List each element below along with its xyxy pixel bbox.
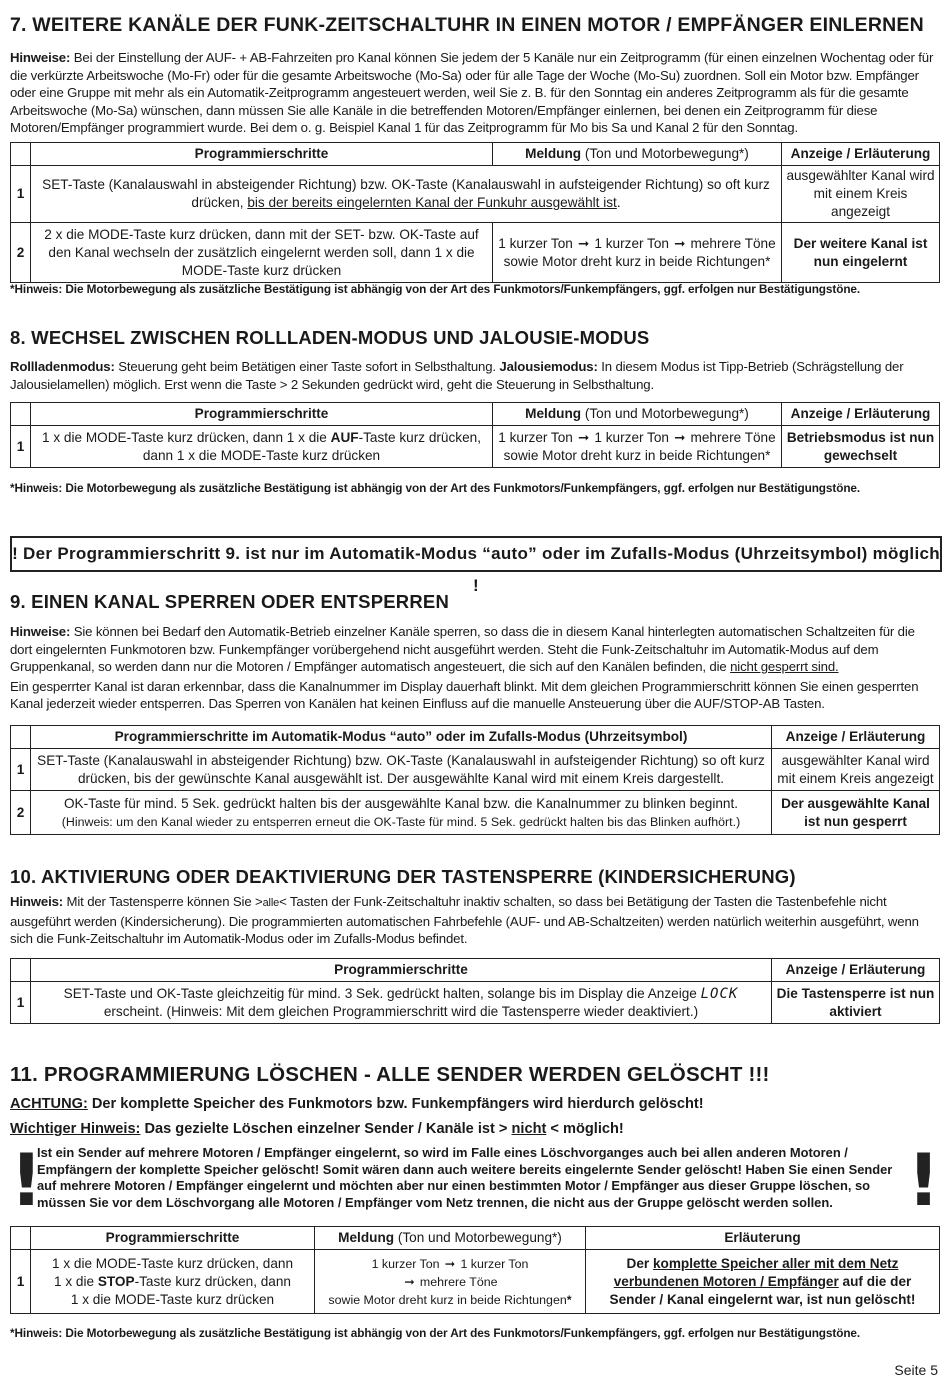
exclamation-icon: !: [10, 1138, 43, 1222]
page-number: Seite 5: [894, 1362, 938, 1378]
step-display: Die Tastensperre ist nun aktiviert: [772, 982, 940, 1024]
notice-box: ! Der Programmierschritt 9. ist nur im Automatik-Modus “auto” oder im Zufalls-Modus (Uhrzeitsymbol) möglich !: [10, 536, 942, 572]
section-9-heading: 9. EINEN KANAL SPERREN ODER ENTSPERREN: [10, 591, 449, 612]
step-text: SET-Taste und OK-Taste gleichzeitig für mind. 3 Sek. gedrückt halten, solange bis im Display die Anzeige LOCK erscheint. (Hinweis: Mit dem gleichen Programmierschritt wird die Tastensperre wieder deaktiviert.): [31, 982, 772, 1024]
step-number: 1: [11, 982, 31, 1024]
section-8-table: [10, 402, 940, 468]
step-display: Der ausgewählte Kanal ist nun gesperrt: [772, 791, 940, 835]
arrow-right-icon: ➞: [577, 235, 590, 251]
step-display: Betriebsmodus ist nun gewechselt: [782, 426, 940, 468]
footnote: *Hinweis: Die Motorbewegung als zusätzliche Bestätigung ist abhängig von der Art des Funkmotors/Funkempfängers, ggf. erfolgen nur Bestätigungstöne.: [10, 282, 861, 296]
step-number: 1: [11, 426, 31, 468]
step-display: ausgewählter Kanal wird mit einem Kreis angezeigt: [782, 166, 940, 223]
col-steps: Programmierschritte im Automatik-Modus “auto” oder im Zufalls-Modus (Uhrzeitsymbol): [31, 726, 772, 749]
step-text: SET-Taste (Kanalauswahl in absteigender Richtung) bzw. OK-Taste (Kanalauswahl in aufsteigender Richtung) so oft kurz drücken, bis der gewünschte Kanal ausgewählt ist. Der ausgewählte Kanal wird mit einem Kreis dargestellt.: [31, 749, 772, 791]
arrow-right-icon: ➞: [674, 235, 686, 251]
step-display: Der komplette Speicher aller mit dem Netz verbundenen Motoren / Empfänger auf die der Sender / Kanal eingelernt war, ist nun gelöscht!: [586, 1250, 940, 1314]
step-display: ausgewählter Kanal wird mit einem Kreis angezeigt: [772, 749, 940, 791]
arrow-right-icon: ➞: [444, 1256, 456, 1271]
step-text: OK-Taste für mind. 5 Sek. gedrückt halten bis der ausgewählte Kanal bzw. die Kanalnummer zu blinken beginnt. (Hinweis: um den Kanal wieder zu entsperren erneut die OK-Taste für mind. 5 Sek. gedrückt halten bis das Blinken aufhört.): [31, 791, 772, 835]
section-8-text: Rollladenmodus: Steuerung geht beim Betätigen einer Taste sofort in Selbsthaltung. Jalousiemodus: In diesem Modus ist Tipp-Betrieb (Schrägstellung der Jalousielamellen) möglich. Erst wenn die Taste > 2 Sekunden gedrückt wird, geht die Steuerung in Selbsthaltung.: [10, 359, 904, 392]
step-number: 1: [11, 1250, 31, 1314]
section-10-hint: Hinweis: Mit der Tastensperre können Sie >alle< Tasten der Funk-Zeitschaltuhr inaktiv schalten, so dass bei Betätigung der Tasten die Tastenbefehle nicht ausgeführt werden (Kindersicherung). Die programmierten automatischen Fahrbefehle (AUF- und AB-Schaltzeiten) werden natürlich weiterhin ausgeführt, wenn sich die Funk-Zeitschaltuhr im Automatik-Modus oder im Zufalls-Modus befindet.: [10, 894, 919, 947]
col-display: Anzeige / Erläuterung: [772, 726, 940, 749]
col-message: Meldung (Ton und Motorbewegung*): [315, 1227, 586, 1250]
section-7-heading: 7. WEITERE KANÄLE DER FUNK-ZEITSCHALTUHR IN EINEN MOTOR / EMPFÄNGER EINLERNEN: [10, 14, 924, 36]
step-number: 2: [11, 791, 31, 835]
hint-text: Bei der Einstellung der AUF- + AB-Fahrzeiten pro Kanal können Sie jedem der 5 Kanäle nur ein Zeitprogramm (für einen einzelnen Wochentag oder für die verkürzte Arbeitswoche (Mo-Fr) oder für die gesamte Arbeitswoche (Mo-Sa) oder für alle Tage der Woche (Mo-Su) zuordnen. Soll ein Motor bzw. Empfänger oder eine Gruppe mit mehr als ein Automatik-Zeitprogramm angesteuert werden, weil Sie z. B. für den Sonntag ein anderes Zeitprogramm als für die gesamte Arbeitswoche (Mo-Sa) wünschen, dann müssen Sie alle Kanäle in die betreffenden Motoren/Empfänger einlernen, bei denen ein Zeitprogramm für diese Motoren/Empfänger programmiert wurde. Bei dem o. g. Beispiel Kanal 1 für das Zeitprogramm für Mo bis Sa und Kanal 2 für den Sonntag.: [10, 50, 934, 136]
section-9-table: [10, 725, 940, 835]
col-steps: Programmierschritte: [31, 143, 493, 166]
arrow-right-icon: ➞: [577, 429, 590, 445]
exclamation-icon: !: [907, 1138, 940, 1222]
section-11-heading: 11. PROGRAMMIERUNG LÖSCHEN - ALLE SENDER WERDEN GELÖSCHT !!!: [10, 1063, 770, 1086]
footnote: *Hinweis: Die Motorbewegung als zusätzliche Bestätigung ist abhängig von der Art des Funkmotors/Funkempfängers, ggf. erfolgen nur Bestätigungstöne.: [10, 1326, 861, 1340]
table-row: [11, 1250, 940, 1314]
table-row: [11, 426, 940, 468]
section-9-hint: Hinweise: Sie können bei Bedarf den Automatik-Betrieb einzelner Kanäle sperren, so dass die in diesem Kanal hinterlegten automatischen Schaltzeiten für die dort eingelernten Funkmotoren bzw. Funkempfänger vorübergehend nicht ausgeführt werden. Steht die Funk-Zeitschaltuhr im Automatik-Modus auf dem Gruppenkanal, so werden dann nur die Motoren / Empfänger automatisch angesteuert, die sich auf den Kanälen befinden, die nicht gesperrt sind. Ein gesperrter Kanal ist daran erkennbar, dass die Kanalnummer im Display dauerhaft blinkt. Mit dem gleichen Programmierschritt können Sie einen gesperrten Kanal jederzeit wieder entsperren. Das Sperren von Kanälen hat keinen Einfluss auf die manuelle Ansteuerung über die AUF/STOP-AB Tasten.: [10, 624, 919, 712]
col-steps: Programmierschritte: [31, 403, 493, 426]
step-number: 1: [11, 166, 31, 223]
footnote: *Hinweis: Die Motorbewegung als zusätzliche Bestätigung ist abhängig von der Art des Funkmotors/Funkempfängers, ggf. erfolgen nur Bestätigungstöne.: [10, 481, 861, 495]
table-row: [11, 166, 940, 223]
section-11-warnings: ACHTUNG: Der komplette Speicher des Funkmotors bzw. Funkempfängers wird hierdurch gelöscht! Wichtiger Hinweis: Das gezielte Löschen einzelner Sender / Kanäle ist > nicht < möglich!: [10, 1096, 704, 1137]
col-steps: Programmierschritte: [31, 1227, 315, 1250]
table-row: [11, 791, 940, 835]
lcd-lock-display: LOCK: [700, 985, 739, 1002]
col-steps: Programmierschritte: [31, 959, 772, 982]
step-text: SET-Taste (Kanalauswahl in absteigender Richtung) bzw. OK-Taste (Kanalauswahl in aufsteigender Richtung) so oft kurz drücken, bis der bereits eingelernten Kanal der Funkuhr ausgewählt ist.: [31, 166, 782, 223]
warning-text: Ist ein Sender auf mehrere Motoren / Empfänger eingelernt, so wird im Falle eines Löschvorganges auch bei allen anderen Motoren / Empfängern der komplette Speicher gelöscht! Somit wären dann auch weitere bereits eingelernte Sender gelöscht! Haben Sie einen Sender auf mehrere Motoren / Empfänger eingelernt und möchten aber nur einen bestimmten Motor / Empfänger aus dieser Gruppe löschen, so müssen Sie vor dem Löschvorgang alle Motoren / Empfänger vom Netz trennen, die nicht aus der Gruppe gelöscht werden sollen.: [37, 1145, 893, 1210]
col-message: Meldung (Ton und Motorbewegung*): [493, 143, 782, 166]
col-display: Anzeige / Erläuterung: [782, 403, 940, 426]
step-number: 2: [11, 223, 31, 283]
step-message: 1 kurzer Ton ➞ 1 kurzer Ton ➞ mehrere Töne sowie Motor dreht kurz in beide Richtungen*: [315, 1250, 586, 1314]
section-8-heading: 8. WECHSEL ZWISCHEN ROLLLADEN-MODUS UND JALOUSIE-MODUS: [10, 327, 650, 348]
col-display: Anzeige / Erläuterung: [772, 959, 940, 982]
step-number: 1: [11, 749, 31, 791]
table-row: [11, 982, 940, 1024]
step-text: 2 x die MODE-Taste kurz drücken, dann mit der SET- bzw. OK-Taste auf den Kanal wechseln der zusätzlich eingelernt werden soll, dann 1 x die MODE-Taste kurz drücken: [31, 223, 493, 283]
warning-block: [10, 1138, 942, 1222]
col-message: Meldung (Ton und Motorbewegung*): [493, 403, 782, 426]
section-10-heading: 10. AKTIVIERUNG ODER DEAKTIVIERUNG DER TASTENSPERRE (KINDERSICHERUNG): [10, 866, 796, 887]
arrow-right-icon: ➞: [674, 429, 686, 445]
step-message: 1 kurzer Ton ➞ 1 kurzer Ton ➞ mehrere Töne sowie Motor dreht kurz in beide Richtungen*: [493, 223, 782, 283]
hint-label: Hinweise:: [10, 50, 71, 65]
step-text: 1 x die MODE-Taste kurz drücken, dann 1 x die AUF-Taste kurz drücken, dann 1 x die MODE-Taste kurz drücken: [31, 426, 493, 468]
col-display: Erläuterung: [586, 1227, 940, 1250]
section-7-table: [10, 142, 940, 283]
section-11-table: [10, 1226, 940, 1314]
table-row: [11, 223, 940, 283]
step-text: 1 x die MODE-Taste kurz drücken, dann 1 x die STOP-Taste kurz drücken, dann 1 x die MODE-Taste kurz drücken: [31, 1250, 315, 1314]
section-7-hint: [10, 49, 940, 137]
col-display: Anzeige / Erläuterung: [782, 143, 940, 166]
step-message: 1 kurzer Ton ➞ 1 kurzer Ton ➞ mehrere Töne sowie Motor dreht kurz in beide Richtungen*: [493, 426, 782, 468]
section-10-table: [10, 958, 940, 1024]
arrow-right-icon: ➞: [404, 1274, 415, 1289]
step-display: Der weitere Kanal ist nun eingelernt: [782, 223, 940, 283]
table-row: [11, 749, 940, 791]
